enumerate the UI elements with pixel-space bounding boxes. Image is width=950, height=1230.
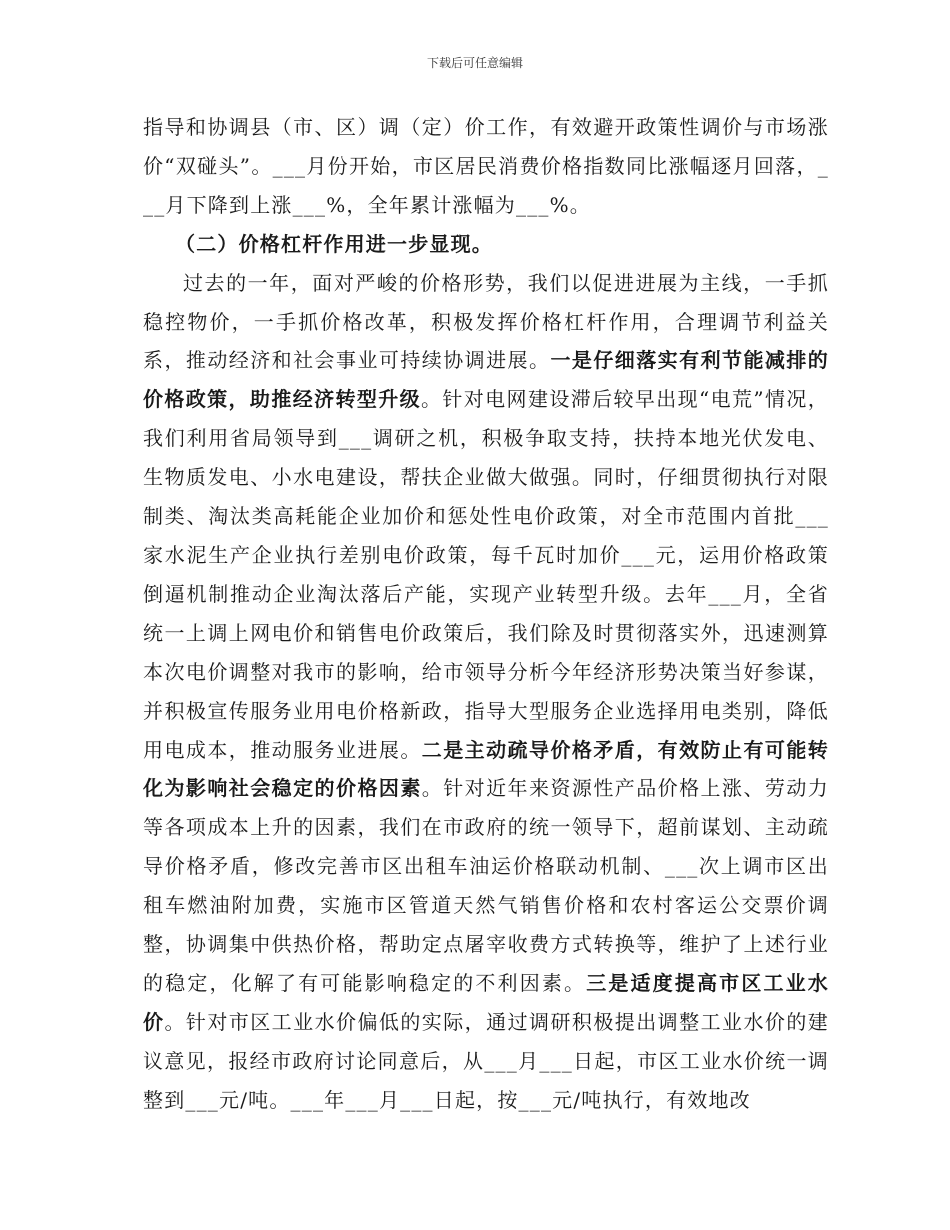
page-header: 下载后可任意编辑 xyxy=(426,56,523,70)
section-heading: （二）价格杠杆作用进一步显现。 xyxy=(175,231,493,256)
paragraph-text: 。针对近年来资源性产品价格上涨、劳动力等各项成本上升的因素，我们在市政府的统一领导下，超前谋划、主动疏导价格矛盾，修改完善市区出租车油运价格联动机制、___次上调市区出租车燃油附加费，实施市区管道天然气销售价格和农村客运公交票价调整，协调集中供热价格，帮助定点屠宰收费方式转换等，维护了上述行业的稳定，化解了有可能影响稳定的不利因素。 xyxy=(143,776,829,995)
paragraph-text: 。针对市区工业水价偏低的实际，通过调研积极提出调整工业水价的建议意见，报经市政府讨论同意后，从___月___日起，市区工业水价统一调整到___元/吨。___年___月___日起，按___元/吨执行，有效地改 xyxy=(143,1009,830,1112)
paragraph-text: 过去的一年，面对严峻的价格形势，我们以促进进展为主线，一手抓稳控物价，一手抓价格改革，积极发挥价格杠杆作用，合理调节利益关系，推动经济和社会事业可持续协调进展。 xyxy=(143,270,829,373)
bold-point-three: 三是适度提高市区工业水价 xyxy=(143,970,830,1034)
document-body xyxy=(143,108,829,1120)
paragraph-main xyxy=(143,264,829,1120)
paragraph-continuation: 指导和协调县（市、区）调（定）价工作，有效避开政策性调价与市场涨价“双碰头”。___月份开始，市区居民消费价格指数同比涨幅逐月回落，___月下降到上涨___%，全年累计涨幅为___%。 xyxy=(143,115,829,217)
bold-point-two: 二是主动疏导价格矛盾，有效防止有可能转化为影响社会稳定的价格因素 xyxy=(143,737,829,801)
bold-point-one: 一是仔细落实有利节能减排的价格政策，助推经济转型升级 xyxy=(143,348,829,412)
paragraph-text: 。针对电网建设滞后较早出现“电荒”情况，我们利用省局领导到___调研之机，积极争取支持，扶持本地光伏发电、生物质发电、小水电建设，帮扶企业做大做强。同时，仔细贯彻执行对限制类、淘汰类高耗能企业加价和惩处性电价政策，对全市范围内首批___家水泥生产企业执行差别电价政策，每千瓦时加价___元，运用价格政策倒逼机制推动企业淘汰落后产能，实现产业转型升级。去年___月，全省统一上调上网电价和销售电价政策后，我们除及时贯彻落实外，迅速测算本次电价调整对我市的影响，给市领导分析今年经济形势决策当好参谋，并积极宣传服务业用电价格新政，指导大型服务企业选择用电类别，降低用电成本，推动服务业进展。 xyxy=(143,387,829,762)
